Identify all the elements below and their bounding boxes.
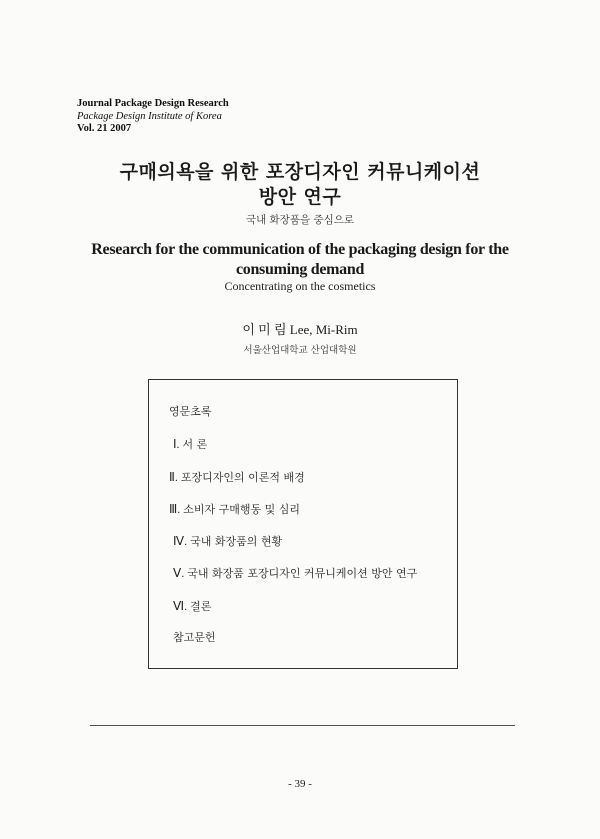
table-of-contents-list: [169, 404, 417, 662]
paper-title-english-line2: consuming demand: [235, 261, 365, 278]
paper-title-english: [60, 240, 540, 280]
paper-title-korean-line2: 방안 연구: [258, 186, 342, 208]
toc-item-label: 소비자 구매행동 및 심리: [183, 502, 301, 516]
page-number: - 39 -: [288, 778, 312, 790]
toc-item-number: Ⅴ.: [173, 566, 185, 581]
paper-title-english-line1: Research for the communication of the packaging design for the: [91, 241, 509, 258]
toc-item-number: Ⅱ.: [169, 469, 178, 484]
toc-item-abstract: [169, 404, 417, 436]
toc-item-label: 포장디자인의 이론적 배경: [180, 470, 305, 484]
footer-divider: [90, 725, 515, 726]
paper-subtitle-english: Concentrating on the cosmetics: [224, 279, 376, 293]
toc-item-consumer-behavior: [169, 501, 417, 533]
toc-item-label: 영문초록: [169, 405, 212, 418]
toc-item-label: 국내 화장품 포장디자인 커뮤니케이션 방안 연구: [187, 567, 418, 581]
toc-item-introduction: [169, 436, 417, 468]
toc-item-label: 참고문헌: [173, 631, 216, 645]
paper-subtitle-korean: 국내 화장품을 중심으로: [245, 214, 355, 226]
toc-item-label: 국내 화장품의 현황: [190, 535, 283, 549]
toc-item-conclusion: [169, 598, 417, 630]
paper-title-korean-line1: 구매의욕을 위한 포장디자인 커뮤니케이션: [119, 161, 481, 183]
author-name: 이 미 림 Lee, Mi-Rim: [242, 322, 358, 337]
toc-item-number: Ⅳ.: [173, 534, 188, 549]
toc-item-label: 서 론: [182, 438, 208, 452]
toc-item-references: [169, 630, 417, 662]
author-affiliation: 서울산업대학교 산업대학원: [243, 345, 357, 356]
journal-volume: Vol. 21 2007: [77, 123, 132, 134]
toc-item-number: Ⅰ.: [173, 437, 180, 452]
journal-header: [77, 98, 229, 136]
toc-item-communication-study: [169, 565, 417, 597]
toc-item-background: [169, 469, 417, 501]
toc-item-number: Ⅲ.: [169, 501, 181, 516]
journal-institute: Package Design Institute of Korea: [77, 110, 222, 122]
paper-title-korean: [0, 160, 600, 210]
toc-item-label: 결론: [190, 599, 212, 613]
journal-name: Journal Package Design Research: [77, 98, 229, 109]
table-of-contents-box: [148, 379, 458, 669]
toc-item-cosmetics-status: [169, 533, 417, 565]
toc-item-number: Ⅵ.: [173, 598, 188, 613]
